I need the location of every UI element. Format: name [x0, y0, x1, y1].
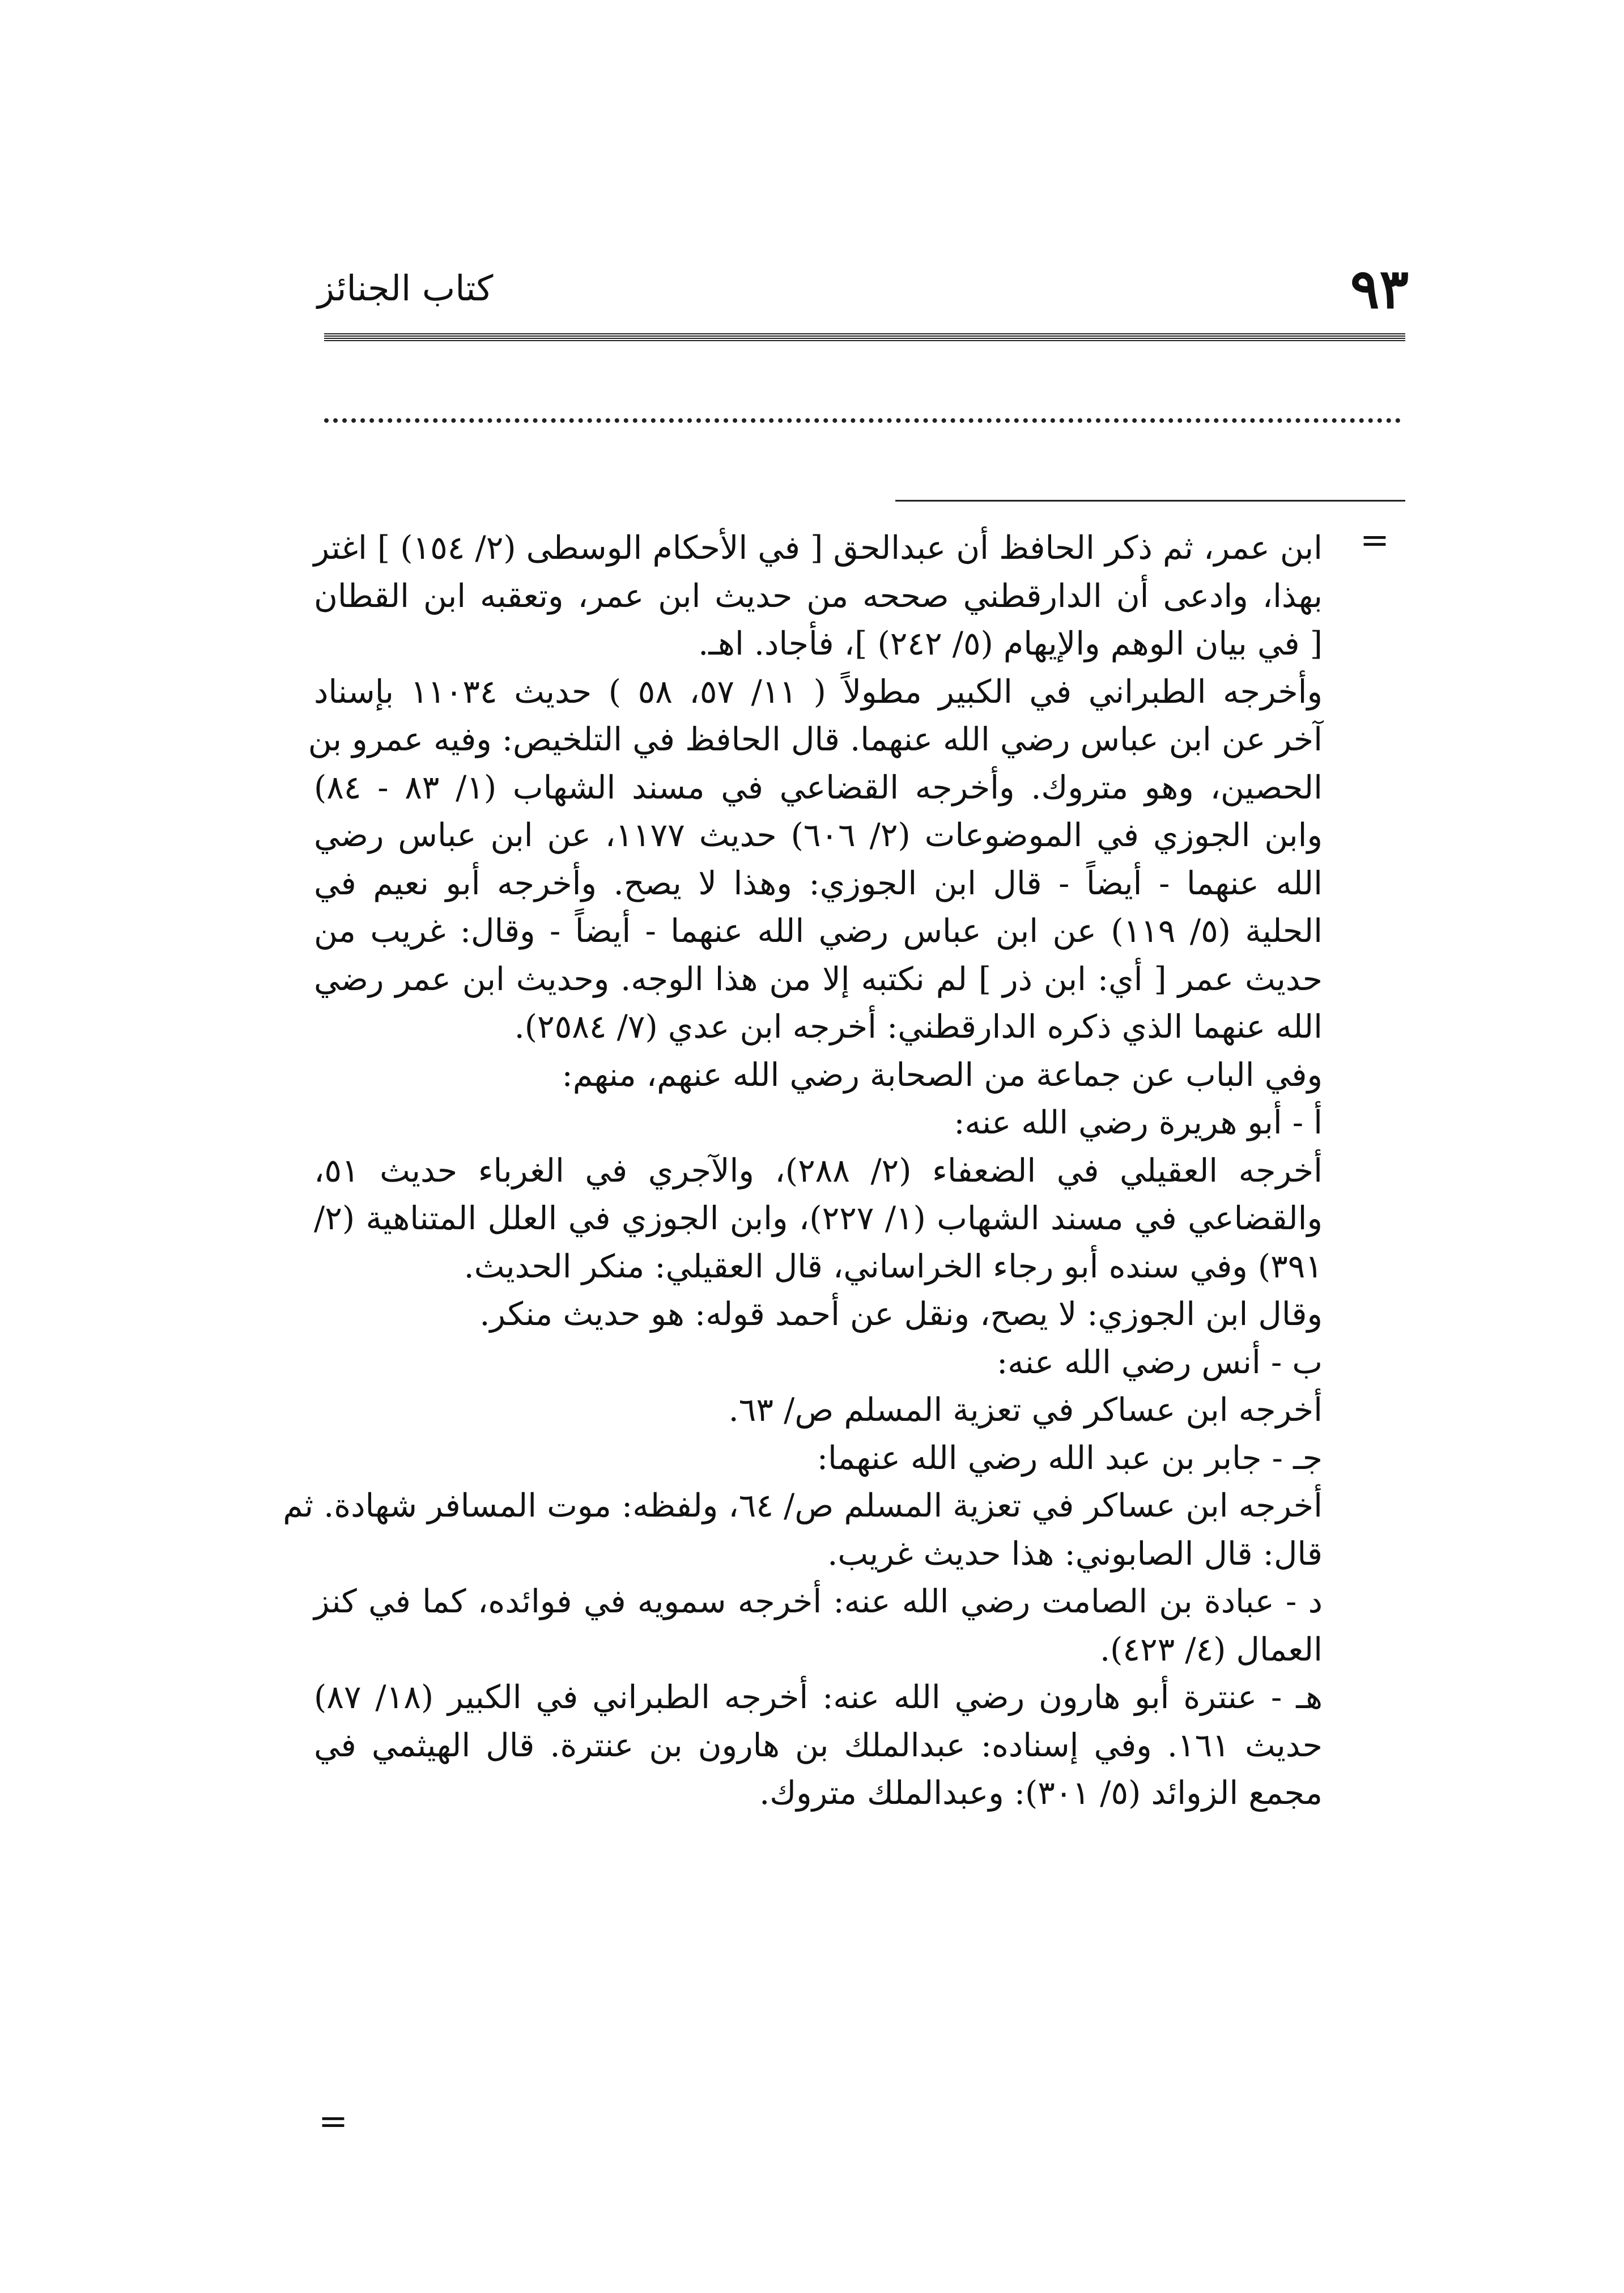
footnote-line: وفي الباب عن جماعة من الصحابة رضي الله عنهم، منهم:: [562, 1056, 1323, 1094]
footnote-line: وأخرجه الطبراني في الكبير مطولاً ( ١١/ ٥٧، ٥٨ ) حديث ١١٠٣٤ بإسناد: [314, 673, 1323, 711]
footnote-line: ب - أنس رضي الله عنه:: [997, 1343, 1323, 1381]
footnote-line: الله عنهما الذي ذكره الدارقطني: أخرجه ابن عدي (٧/ ٢٥٨٤).: [514, 1008, 1323, 1046]
footnote-line: ٣٩١) وفي سنده أبو رجاء الخراساني، قال العقيلي: منكر الحديث.: [464, 1247, 1323, 1285]
footnote-line: الله عنهما - أيضاً - قال ابن الجوزي: وهذا لا يصح. وأخرجه أبو نعيم في: [314, 864, 1323, 902]
continuation-mark-end: =: [318, 2100, 348, 2142]
footnote-line: وقال ابن الجوزي: لا يصح، ونقل عن أحمد قوله: هو حديث منكر.: [479, 1296, 1323, 1333]
header-rule: [324, 333, 1405, 341]
continuation-mark-start: =: [1360, 519, 1389, 560]
footnote-line: آخر عن ابن عباس رضي الله عنهما. قال الحافظ في التلخيص: وفيه عمرو بن: [308, 721, 1323, 758]
footnote-line: [ في بيان الوهم والإيهام (٥/ ٢٤٢) ]، فأجاد. اهـ.: [698, 625, 1323, 663]
omission-dotted-line: [324, 418, 1401, 423]
footnote-line: حديث ١٦١. وفي إسناده: عبدالملك بن هارون بن عنترة. قال الهيثمي في: [314, 1726, 1323, 1764]
footnote-line: أخرجه ابن عساكر في تعزية المسلم ص/ ٦٣.: [728, 1391, 1323, 1429]
page-number: ٩٣: [1350, 257, 1409, 321]
footnote-line: مجمع الزوائد (٥/ ٣٠١): وعبدالملك متروك.: [759, 1774, 1323, 1812]
footnote-separator-rule: [895, 500, 1405, 502]
footnote-line: أخرجه العقيلي في الضعفاء (٢/ ٢٨٨)، والآجري في الغرباء حديث ٥١،: [314, 1152, 1323, 1190]
footnote-line: أ - أبو هريرة رضي الله عنه:: [954, 1104, 1323, 1141]
footnote-body: [283, 524, 1323, 1818]
footnote-line: بهذا، وادعى أن الدارقطني صححه من حديث ابن عمر، وتعقبه ابن القطان: [314, 577, 1323, 615]
footnote-line: ابن عمر، ثم ذكر الحافظ أن عبدالحق [ في الأحكام الوسطى (٢/ ١٥٤) ] اغتر: [313, 529, 1323, 567]
footnote-line: هـ - عنترة أبو هارون رضي الله عنه: أخرجه الطبراني في الكبير (١٨/ ٨٧): [314, 1679, 1323, 1716]
footnote-line: جـ - جابر بن عبد الله رضي الله عنهما:: [817, 1439, 1323, 1477]
footnote-line: الحلية (٥/ ١١٩) عن ابن عباس رضي الله عنهما - أيضاً - وقال: غريب من: [314, 912, 1323, 950]
footnote-line: أخرجه ابن عساكر في تعزية المسلم ص/ ٦٤، ولفظه: موت المسافر شهادة. ثم: [283, 1487, 1323, 1525]
footnote-line: العمال (٤/ ٤٢٣).: [1100, 1630, 1323, 1668]
running-title: كتاب الجنائز: [317, 267, 494, 309]
footnote-line: والقضاعي في مسند الشهاب (١/ ٢٢٧)، وابن الجوزي في العلل المتناهية (٢/: [314, 1200, 1323, 1237]
footnote-line: حديث عمر [ أي: ابن ذر ] لم نكتبه إلا من هذا الوجه. وحديث ابن عمر رضي: [314, 960, 1323, 998]
footnote-line: د - عبادة بن الصامت رضي الله عنه: أخرجه سمويه في فوائده، كما في كنز: [314, 1583, 1323, 1620]
footnote-line: قال: قال الصابوني: هذا حديث غريب.: [827, 1535, 1323, 1573]
footnote-line: الحصين، وهو متروك. وأخرجه القضاعي في مسند الشهاب (١/ ٨٣ - ٨٤): [314, 768, 1323, 806]
footnote-line: وابن الجوزي في الموضوعات (٢/ ٦٠٦) حديث ١١٧٧، عن ابن عباس رضي: [314, 817, 1323, 854]
